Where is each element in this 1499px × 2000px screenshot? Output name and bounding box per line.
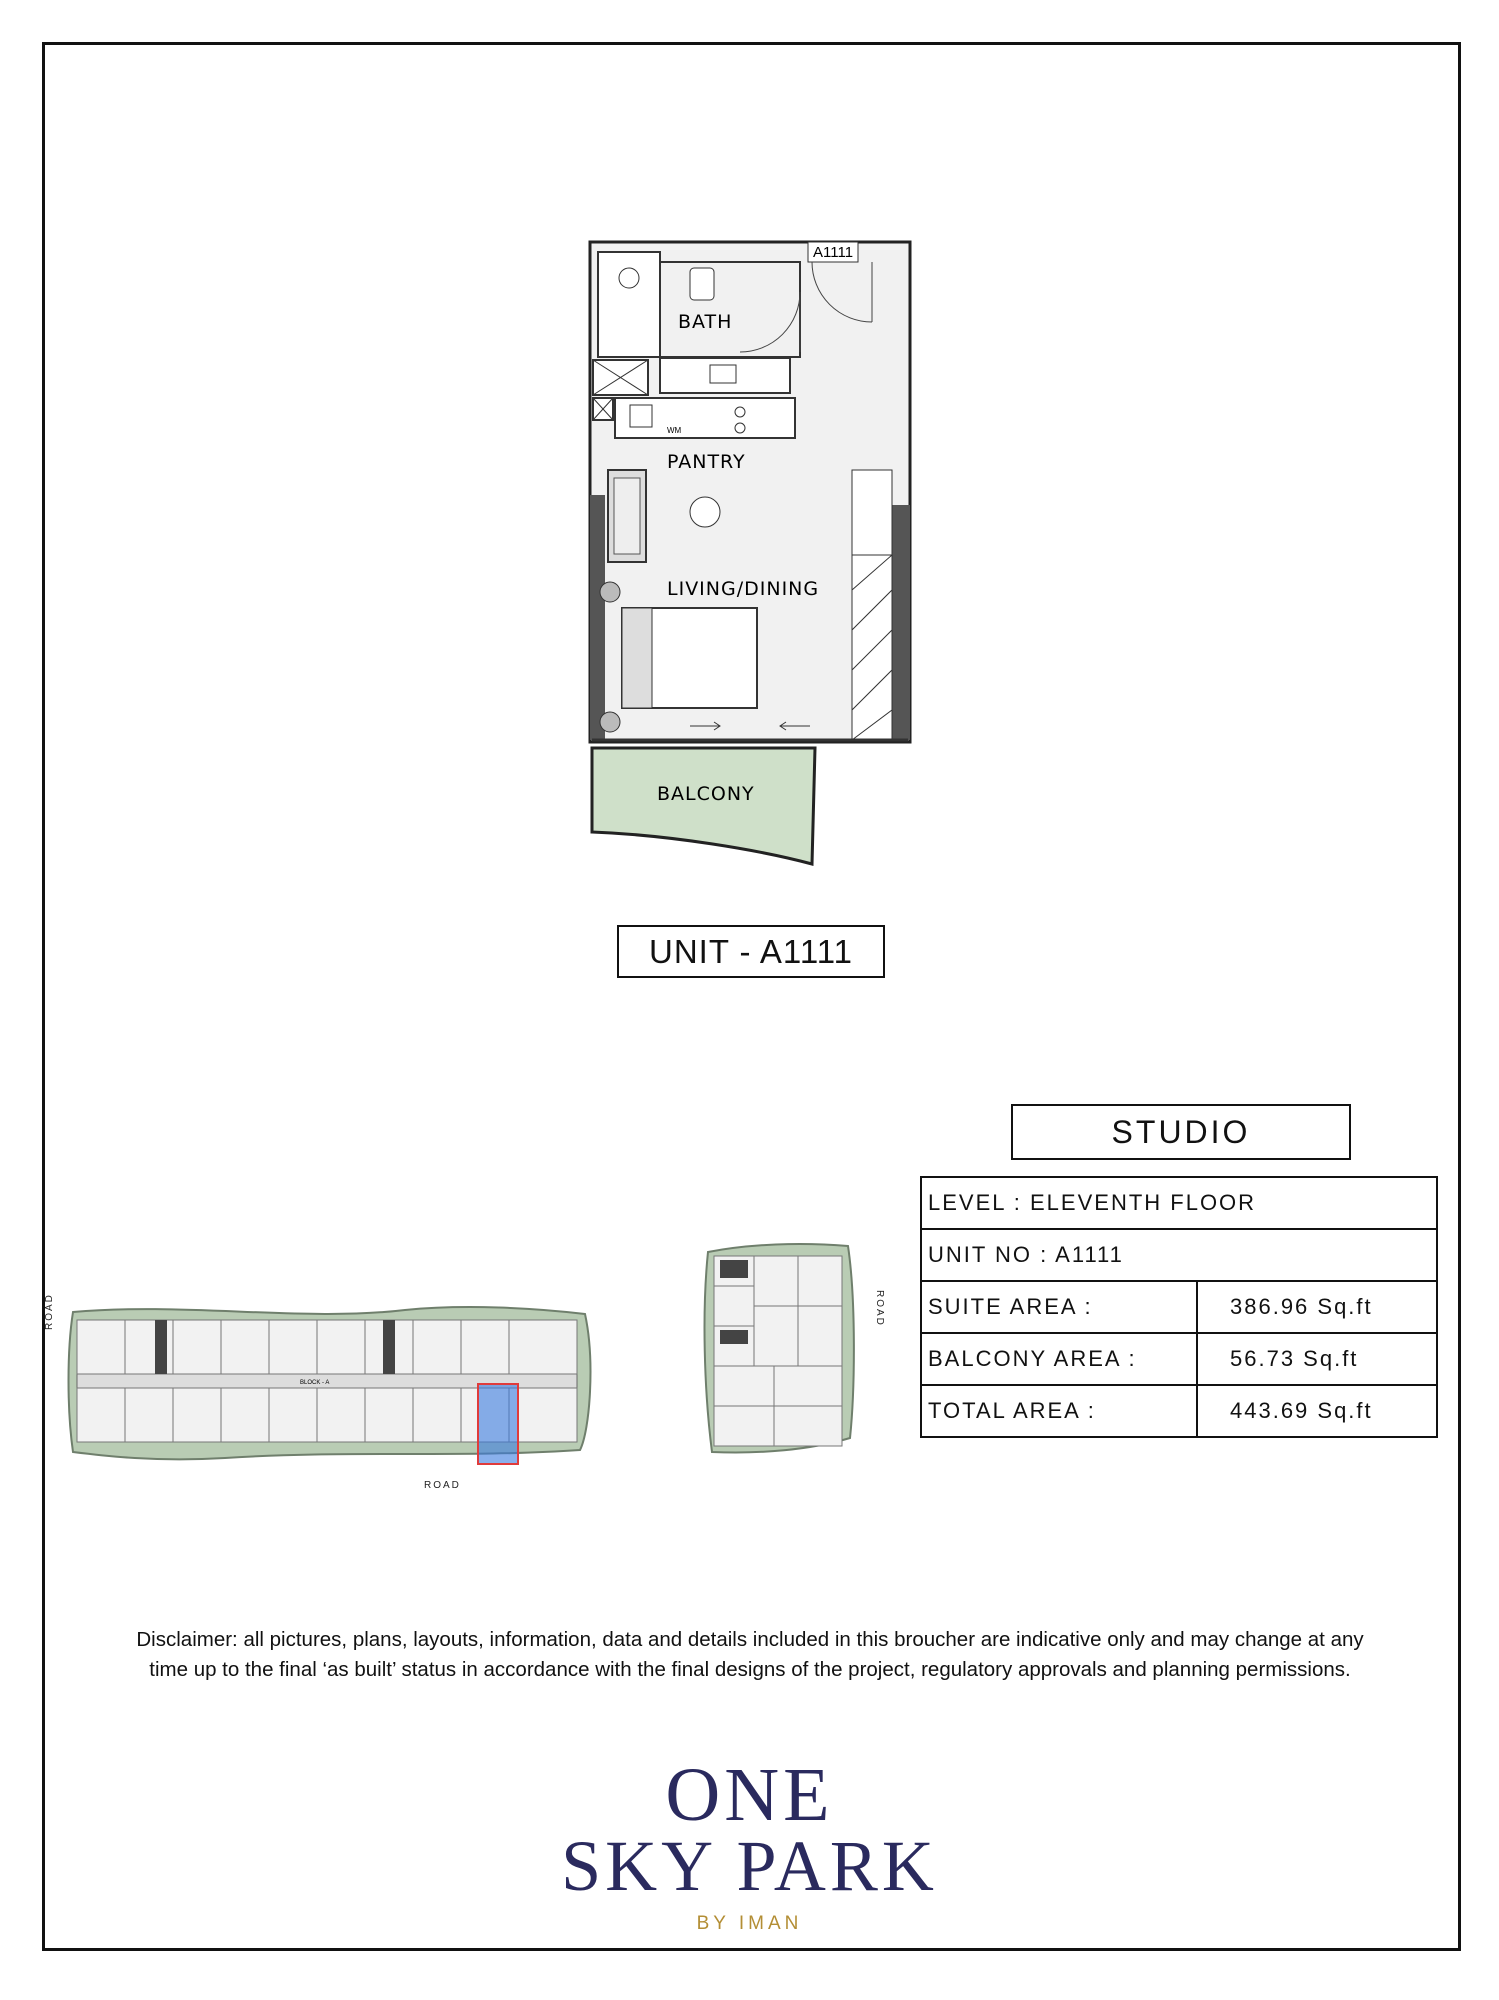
balcony-area bbox=[592, 748, 815, 864]
unit-type: STUDIO bbox=[1111, 1113, 1251, 1150]
unit-location-highlight bbox=[478, 1384, 518, 1464]
logo-line-by-iman: BY IMAN bbox=[696, 1913, 803, 1934]
site-plan-tower bbox=[700, 1240, 860, 1460]
unit-tag: A1111 bbox=[813, 244, 854, 261]
wall-right bbox=[890, 505, 910, 740]
road-label-left: ROAD bbox=[44, 1293, 55, 1330]
suite-area-value: 386.96 Sq.ft bbox=[1197, 1281, 1437, 1333]
info-row-total bbox=[921, 1385, 1437, 1437]
suite-area-label: SUITE AREA : bbox=[921, 1281, 1197, 1333]
logo-line-one: ONE bbox=[665, 1753, 834, 1837]
total-area-value: 443.69 Sq.ft bbox=[1197, 1385, 1437, 1437]
area-info-table bbox=[920, 1176, 1438, 1438]
balcony-area-value: 56.73 Sq.ft bbox=[1197, 1333, 1437, 1385]
logo-line-sky-park: SKY PARK bbox=[561, 1826, 938, 1906]
road-label-bottom: ROAD bbox=[424, 1480, 461, 1491]
site-plan-block-a bbox=[65, 1300, 595, 1500]
info-row-unit-no bbox=[921, 1229, 1437, 1281]
unit-no-cell: UNIT NO : A1111 bbox=[921, 1229, 1437, 1281]
total-area-label: TOTAL AREA : bbox=[921, 1385, 1197, 1437]
balcony-area-label: BALCONY AREA : bbox=[921, 1333, 1197, 1385]
level-cell: LEVEL : ELEVENTH FLOOR bbox=[921, 1177, 1437, 1229]
info-row-balcony bbox=[921, 1333, 1437, 1385]
room-label-living: LIVING/DINING bbox=[667, 578, 820, 600]
unit-type-box bbox=[1011, 1104, 1351, 1160]
unit-title-box bbox=[617, 925, 885, 978]
room-label-bath: BATH bbox=[678, 311, 733, 333]
room-label-balcony: BALCONY bbox=[657, 783, 755, 805]
wm-label: WM bbox=[667, 426, 682, 435]
block-label: BLOCK - A bbox=[300, 1380, 330, 1386]
unit-floor-plan bbox=[560, 230, 920, 870]
info-row-level bbox=[921, 1177, 1437, 1229]
info-row-suite bbox=[921, 1281, 1437, 1333]
road-label-right: ROAD bbox=[874, 1290, 885, 1327]
room-label-pantry: PANTRY bbox=[667, 451, 746, 473]
unit-title: UNIT - A1111 bbox=[649, 932, 853, 970]
disclaimer-text: Disclaimer: all pictures, plans, layouts, information, data and details included in this broucher are indicative only and may change at any time up to the final ‘as built’ status in accordance with the final designs of the project, regulatory approvals and planning permissions. bbox=[136, 1628, 1364, 1681]
wall-left bbox=[590, 495, 605, 740]
